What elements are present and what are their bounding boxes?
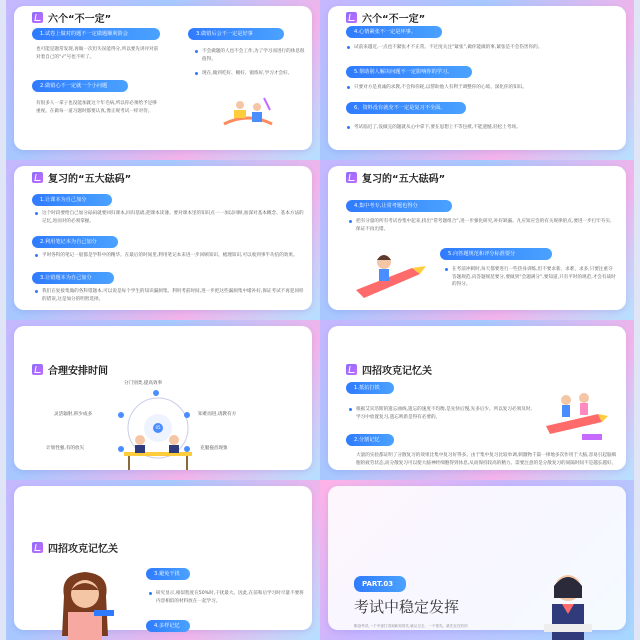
slide-5 (6, 320, 320, 480)
point-text: 这个时段要给自己加分砝码就要回归课本,回归基础,把课本读薄。要对课本里的知识点一一加以回顾,加深对基本概念、基本方法的记忆,进而对的必须掌握。 (42, 211, 304, 224)
point-text: 我们在复接集做的各科错题本,可以说是每个学生的知识漏洞集。利用考前时间,进一步把这些漏洞集中堵补好,保证考试不再犯同样的错误,这是加分的明智选择。 (42, 289, 304, 302)
point-text: 现在,做到吃好、睡好、锻炼好,学习才会好。 (202, 70, 306, 78)
slide-title: 复习的“五大砝码” (32, 170, 131, 185)
point-pill: 3.避免干扰 (146, 568, 190, 580)
point-pill: 5.向答题规范和评分标准要分 (440, 248, 552, 260)
slide-6 (320, 320, 634, 480)
slide-title: 合理安排时间 (32, 362, 108, 377)
checklist-icon (346, 172, 357, 183)
point-pill: 1.抵抗打铁 (346, 382, 394, 394)
slide-8 (320, 480, 634, 640)
checklist-icon (346, 364, 357, 375)
slide-1 (6, 0, 320, 160)
point-pill: 4.多样记忆 (146, 620, 190, 632)
student-girl-illustration (538, 564, 598, 640)
checklist-icon (32, 172, 43, 183)
checklist-icon (346, 12, 357, 23)
point-pill: 2.利用笔记本为自己加分 (32, 236, 118, 248)
students-desk-illustration (118, 432, 198, 472)
kids-on-pencil-illustration (542, 386, 610, 446)
mindmap-center-node: 05 (153, 423, 163, 433)
point-text: 在考前冲刺时,每天都要进行一些热身训练,但不要求新、求难、求多,只要注重夺答题规范,向答题规范要分,要做到“会题满分”,要知道,只有平时的规范,才会有战时的得分。 (452, 267, 616, 287)
point-pill: 5.帮助别人解决问题不一定影响你的学习。 (346, 66, 472, 78)
slide-7 (6, 480, 320, 640)
slide-title: 四招攻克记忆关 (32, 540, 118, 555)
point-text: 也可能是题常发现,再做一次但失误能得分,所以要先讲评对前对着自己的“√”号也不听了。 (36, 47, 159, 60)
checklist-icon (32, 364, 43, 375)
checklist-icon (32, 12, 43, 23)
mindmap-node-dot (184, 412, 190, 418)
point-text: 只要对方是真诚的求教,不会和你耗,以帮助他人有利于调整你的心境、深化你的知识。 (354, 84, 616, 92)
mindmap-node-dot (118, 412, 124, 418)
point-pill: 4.心情紧张不一定是坏事。 (346, 26, 442, 38)
point-text: 把有分量的所有考试卷集中起来,找出“常考题组合”,进一步强化研究,补好缺漏。凡应知应会的有关规律的点,要进一步打牢夯实,保证不再出错。 (356, 218, 614, 233)
point-text: 考试临近了,没做完的题就从心中拿下,要在思想上不等包袱,不能遗憾,轻松上考场。 (354, 124, 616, 132)
section-caption: 勤奋考试,一个中颈打得到新知领先,就从过去、一个领先。最先在在的的 (354, 624, 468, 628)
kids-reading-illustration (220, 92, 276, 132)
point-text: 试前来越近,一点也不紧张才不正常。不过度关注“紧张”,做你能做的事,紧张是不会伤害你的。 (354, 44, 616, 52)
point-text: 研究显示,相似程度在50%时,干扰最大。因此,在前和后学习时尽量不要将内容相似的材料放在一起学习。 (156, 590, 306, 605)
point-text: 根据艾宾浩斯的遗忘曲线,遗忘的速度不均衡,是先快后慢,先多后少。所以复习必须及时,学习中放置复习,遗忘则新是得有必要的。 (356, 407, 532, 420)
section-title: 考试中稳定发挥 (354, 598, 460, 616)
mindmap-label: 知难而进,请教有方 (198, 412, 237, 417)
point-text: 大量的实验都证明了分散复习的效果比集中复习好得多。由于集中复习比较单调,刺激物千篇一律地多次作用于大脑,容易引起脑细胞的疲劳状态,而分散复习可以使大脑神经细胞得到休息,从而保持较高的精力。需要注意的是分散复习的间隔时间不是越长越好。 (356, 452, 618, 474)
point-text: 有很多人一拿子也没能加就这个年毛病,所以你必须给予足够重视。在做每一道习题时都要认真,像正规考试一样对待。 (36, 101, 157, 114)
point-text: 不会做题的人也不会工作,为了学习而进行的休息很值得。 (202, 49, 305, 62)
slide-2 (320, 0, 634, 160)
point-pill: 2.做错心不一定就一个小问题 (32, 80, 128, 92)
point-text: 平时各科的笔记一般都是学科中的精华。在最后的时间里,利用笔记本来进一步回顾知识、梳理知识,可以收到事半功倍的效果。 (42, 252, 304, 260)
part-label: PART.03 (354, 576, 406, 592)
slide-title: 四招攻克记忆关 (346, 362, 432, 377)
point-pill: 1.试卷上做对的题不一定做题顺利阶会 (32, 28, 160, 40)
mindmap-label: 克服拖沓现象 (200, 446, 228, 451)
mindmap-label: 灵活辐射,积少成多 (54, 412, 93, 417)
slide-4 (320, 160, 634, 320)
point-pill: 6、资料没有就充不一定是复习不全面。 (346, 102, 466, 114)
slide-3 (6, 160, 320, 320)
point-pill: 3.做错后会不一定是好事 (188, 28, 284, 40)
mindmap-node-dot (153, 390, 159, 396)
girl-on-pencil-illustration (350, 246, 430, 306)
point-pill: 3.让错题本为自己加分 (32, 272, 114, 284)
slide-title: 六个“不一定” (32, 10, 111, 25)
point-pill: 2.分割记忆 (346, 434, 394, 446)
mindmap-label: 计划性强,有的放矢 (46, 446, 85, 451)
slide-title: 六个“不一定” (346, 10, 425, 25)
point-pill: 1.让课本为自己加分 (32, 194, 112, 206)
mindmap-label: 分门别类,提高效率 (124, 381, 163, 386)
checklist-icon (32, 542, 43, 553)
point-pill: 4.集中考专,让常考题也得分 (346, 200, 452, 212)
teacher-illustration (50, 566, 120, 640)
slide-title: 复习的“五大砝码” (346, 170, 445, 185)
